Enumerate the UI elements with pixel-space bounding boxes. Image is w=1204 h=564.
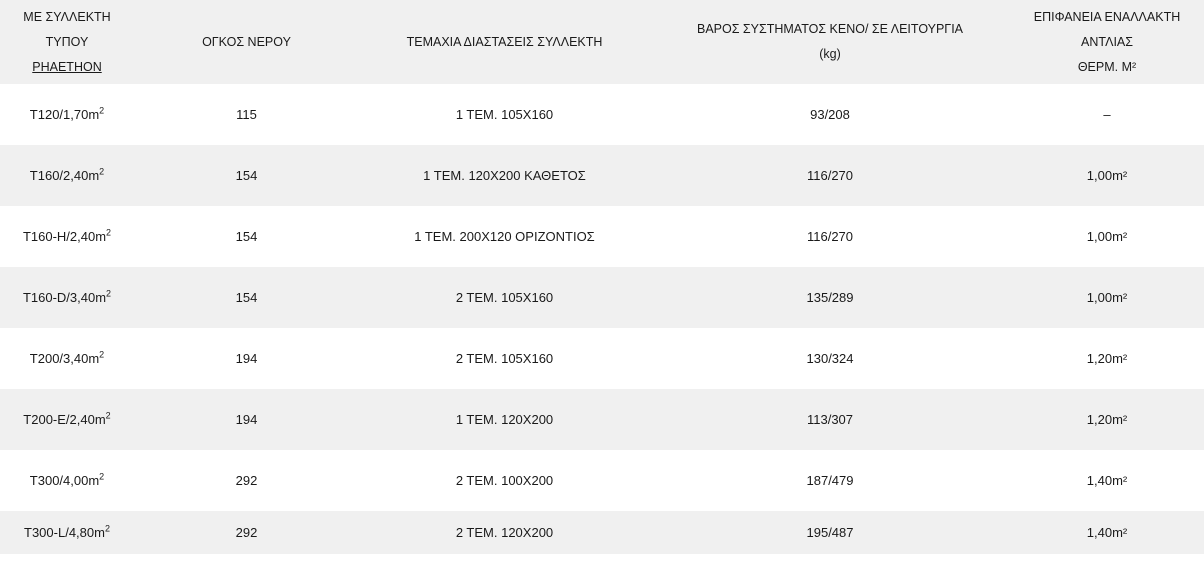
header-exchanger-surface-unit: ΘΕΡΜ. Μ² xyxy=(1077,59,1137,74)
cell-model xyxy=(0,328,134,389)
model-area-exponent: 2 xyxy=(99,105,105,116)
cell-system-weight: 195/487 xyxy=(806,525,854,540)
cell-exchanger-surface: 1,20m² xyxy=(1086,412,1128,427)
cell-exchanger-surface: 1,00m² xyxy=(1086,290,1128,305)
cell-collector-pieces: 2 ΤΕΜ. 105Χ160 xyxy=(455,290,554,305)
table-body xyxy=(0,84,1204,554)
cell-water-volume: 194 xyxy=(235,351,258,366)
cell-collector-pieces: 2 ΤΕΜ. 120Χ200 xyxy=(455,525,554,540)
cell-exchanger-surface: 1,00m² xyxy=(1086,229,1128,244)
cell-water-volume: 154 xyxy=(235,229,258,244)
model-area-exponent: 2 xyxy=(106,227,112,238)
header-system-weight-label: ΒΑΡΟΣ ΣΥΣΤΗΜΑΤΟΣ ΚΕΝΟ/ ΣΕ ΛΕΙΤΟΥΡΓΙΑ xyxy=(696,22,964,36)
model-name: T160/2,40m xyxy=(29,168,100,183)
model-name: T120/1,70m xyxy=(29,107,100,122)
cell-collector-pieces: 1 ΤΕΜ. 120Χ200 xyxy=(455,412,554,427)
cell-model xyxy=(0,206,134,267)
table-row xyxy=(0,145,1204,206)
cell-model xyxy=(0,145,134,206)
header-water-volume: ΟΓΚΟΣ ΝΕΡΟΥ xyxy=(202,34,291,49)
cell-exchanger-surface: 1,40m² xyxy=(1086,525,1128,540)
cell-water-volume: 154 xyxy=(235,290,258,305)
model-name: T160-D/3,40m xyxy=(22,290,107,305)
cell-water-volume: 115 xyxy=(236,107,257,122)
model-area-exponent: 2 xyxy=(99,471,105,482)
model-name: T200-E/2,40m xyxy=(23,412,106,427)
model-name: T300-L/4,80m xyxy=(24,525,105,540)
cell-water-volume: 154 xyxy=(235,168,258,183)
table-row xyxy=(0,389,1204,450)
model-area-exponent: 2 xyxy=(99,349,105,360)
cell-water-volume: 292 xyxy=(235,473,258,488)
cell-collector-pieces: 1 ΤΕΜ. 105Χ160 xyxy=(455,107,554,122)
header-collector-type-label: ΜΕ ΣΥΛΛΕΚΤΗ ΤΥΠΟΥ xyxy=(23,9,111,49)
table-row xyxy=(0,206,1204,267)
cell-water-volume: 292 xyxy=(235,525,258,540)
header-collector-pieces: ΤΕΜΑΧΙΑ ΔΙΑΣΤΑΣΕΙΣ ΣΥΛΛΕΚΤΗ xyxy=(406,34,603,49)
cell-collector-pieces: 2 ΤΕΜ. 105Χ160 xyxy=(455,351,554,366)
cell-exchanger-surface: – xyxy=(1103,107,1111,122)
table-row xyxy=(0,328,1204,389)
header-exchanger-surface-label: ΕΠΙΦΑΝΕΙΑ ΕΝΑΛΛΑΚΤΗ ΑΝΤΛΙΑΣ xyxy=(1033,9,1181,49)
cell-model xyxy=(0,450,134,511)
cell-collector-pieces: 2 ΤΕΜ. 100Χ200 xyxy=(455,473,554,488)
model-name: T160-H/2,40m xyxy=(22,229,107,244)
cell-system-weight: 187/479 xyxy=(806,473,854,488)
cell-system-weight: 93/208 xyxy=(810,107,850,122)
cell-system-weight: 135/289 xyxy=(806,290,854,305)
cell-model xyxy=(0,511,134,554)
table-header-row xyxy=(0,0,1204,84)
cell-exchanger-surface: 1,00m² xyxy=(1086,168,1128,183)
header-exchanger-surface xyxy=(1010,0,1204,84)
table-row xyxy=(0,450,1204,511)
table-row xyxy=(0,84,1204,145)
table-row xyxy=(0,511,1204,554)
cell-water-volume: 194 xyxy=(235,412,258,427)
cell-collector-pieces: 1 ΤΕΜ. 120Χ200 ΚΑΘΕΤΟΣ xyxy=(423,168,586,183)
header-collector-type xyxy=(0,0,134,84)
cell-system-weight: 130/324 xyxy=(806,351,854,366)
cell-system-weight: 113/307 xyxy=(806,412,854,427)
model-area-exponent: 2 xyxy=(104,523,110,534)
model-area-exponent: 2 xyxy=(106,288,112,299)
header-collector-brand: PHAETHON xyxy=(32,59,102,74)
header-system-weight-unit: (kg) xyxy=(819,47,841,61)
model-area-exponent: 2 xyxy=(105,410,111,421)
cell-exchanger-surface: 1,20m² xyxy=(1086,351,1128,366)
model-area-exponent: 2 xyxy=(99,166,105,177)
header-system-weight xyxy=(650,0,1010,84)
cell-model xyxy=(0,389,134,450)
cell-system-weight: 116/270 xyxy=(806,168,854,183)
table-row xyxy=(0,267,1204,328)
cell-collector-pieces: 1 ΤΕΜ. 200Χ120 ΟΡΙΖΟΝΤΙΟΣ xyxy=(414,229,595,244)
cell-system-weight: 116/270 xyxy=(806,229,854,244)
cell-model xyxy=(0,267,134,328)
cell-exchanger-surface: 1,40m² xyxy=(1086,473,1128,488)
model-name: T200/3,40m xyxy=(29,351,100,366)
model-name: T300/4,00m xyxy=(29,473,100,488)
cell-model xyxy=(0,84,134,145)
